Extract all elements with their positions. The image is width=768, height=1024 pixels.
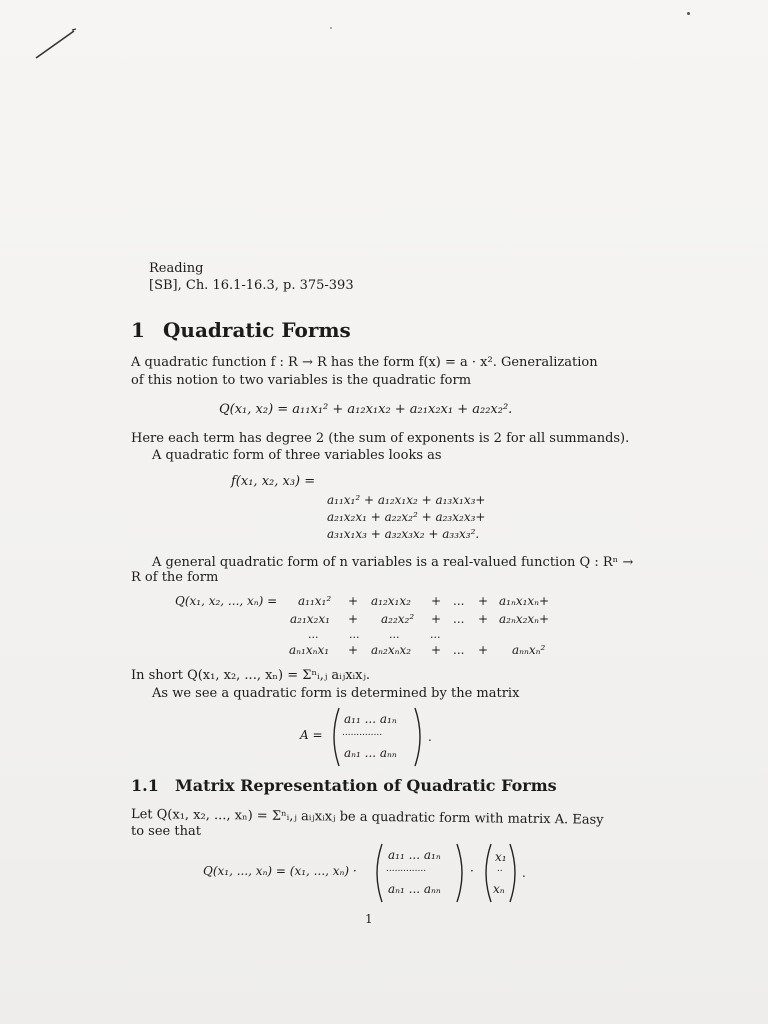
reading-title: Reading: [149, 261, 204, 276]
left-paren: [370, 842, 384, 904]
term: a₁₂x₁x₂: [371, 594, 411, 608]
ellipsis: ...: [453, 612, 465, 626]
subsection-line-1: Let Q(x₁, x₂, ..., xₙ) = Σⁿᵢ,ⱼ aᵢⱼxᵢxⱼ be a quadratic form with matrix A. Easy: [130, 807, 604, 828]
matrix-equation-lhs: Q(x₁, ..., xₙ) = (x₁, ..., xₙ) ·: [203, 864, 357, 878]
operator: +: [348, 594, 359, 608]
general-line-1: A general quadratic form of n variables is a real-valued function Q : Rⁿ →: [152, 555, 634, 570]
page-number: 1: [365, 912, 373, 926]
left-paren: [479, 842, 493, 904]
equation-three-lhs: f(x₁, x₂, x₃) =: [231, 474, 316, 489]
ellipsis: ...: [349, 628, 360, 641]
term: a₂₁x₂x₁: [290, 612, 330, 626]
section-heading: [131, 318, 351, 342]
vector-row-1: x₁: [495, 850, 507, 864]
short-form-text: In short Q(x₁, x₂, ..., xₙ) = Σⁿᵢ,ⱼ aᵢⱼxᵢxⱼ.: [131, 668, 371, 683]
term: a₁₁x₁²: [298, 594, 332, 608]
ellipsis: ...: [389, 628, 400, 641]
operator: +: [348, 612, 359, 626]
operator: +: [431, 594, 442, 608]
term: a₂₂x₂²: [381, 612, 415, 626]
term: aₙₙxₙ²: [512, 643, 546, 657]
pencil-stroke-mark: [34, 28, 78, 60]
ellipsis: ...: [453, 594, 465, 608]
matrix-eq-row-3: aₙ₁ ... aₙₙ: [388, 882, 441, 896]
right-paren: [413, 706, 427, 768]
matrix-a-lhs: A =: [300, 728, 323, 742]
operator: +: [478, 594, 489, 608]
matrix-eq-period: .: [522, 866, 526, 880]
operator: +: [431, 643, 442, 657]
speck-mark: [330, 27, 332, 29]
general-line-2: R of the form: [131, 570, 219, 585]
term: aₙ₂xₙx₂: [371, 643, 412, 657]
term: a₁ₙx₁xₙ+: [499, 594, 550, 608]
matrix-a-row-3: aₙ₁ ... aₙₙ: [344, 746, 397, 760]
equation-three-row-2: a₂₁x₂x₁ + a₂₂x₂² + a₂₃x₂x₃+: [327, 510, 486, 524]
reading-reference: [SB], Ch. 16.1-16.3, p. 375-393: [149, 278, 354, 293]
section-number: 1: [131, 318, 145, 342]
operator: +: [431, 612, 442, 626]
subsection-number: 1.1: [131, 776, 159, 795]
degree-text: Here each term has degree 2 (the sum of exponents is 2 for all summands).: [131, 431, 630, 446]
subsection-title: Matrix Representation of Quadratic Forms: [175, 776, 557, 795]
operator: +: [478, 612, 489, 626]
right-paren: [508, 842, 522, 904]
matrix-a-row-1: a₁₁ ... a₁ₙ: [344, 712, 397, 726]
left-paren: [327, 706, 341, 768]
speck-mark: [687, 12, 690, 15]
vector-row-3: xₙ: [493, 882, 505, 896]
ellipsis: ...: [308, 628, 319, 641]
intro-line-1: A quadratic function f : R → R has the form f(x) = a · x². Generalization: [131, 355, 598, 370]
matrix-a-period: .: [428, 730, 432, 744]
subsection-line-2: to see that: [131, 824, 201, 839]
matrix-eq-row-2: ..............: [386, 864, 427, 874]
subsection-heading: [131, 776, 557, 795]
equation-two-variables: Q(x₁, x₂) = a₁₁x₁² + a₁₂x₁x₂ + a₂₁x₂x₁ + a₂₂x₂².: [219, 402, 513, 417]
matrix-eq-row-1: a₁₁ ... a₁ₙ: [388, 848, 441, 862]
matrix-intro-text: As we see a quadratic form is determined by the matrix: [152, 686, 520, 701]
general-equation-lhs: Q(x₁, x₂, ..., xₙ) =: [175, 594, 278, 608]
intro-line-2: of this notion to two variables is the quadratic form: [131, 373, 472, 388]
term: a₂ₙx₂xₙ+: [499, 612, 550, 626]
reading-block: [149, 260, 354, 294]
three-variables-text: A quadratic form of three variables looks as: [152, 448, 442, 463]
term: aₙ₁xₙx₁: [289, 643, 330, 657]
equation-three-row-3: a₃₁x₁x₃ + a₃₂x₃x₂ + a₃₃x₃².: [327, 527, 480, 541]
right-paren: [455, 842, 469, 904]
operator: +: [478, 643, 489, 657]
multiply-dot: ·: [470, 864, 474, 878]
section-title: Quadratic Forms: [163, 318, 351, 342]
matrix-a-row-2: ..............: [342, 728, 383, 738]
equation-three-row-1: a₁₁x₁² + a₁₂x₁x₂ + a₁₃x₁x₃+: [327, 493, 486, 507]
vector-row-2: ..: [497, 864, 503, 874]
ellipsis: ...: [453, 643, 465, 657]
operator: +: [348, 643, 359, 657]
ellipsis: ...: [430, 628, 441, 641]
